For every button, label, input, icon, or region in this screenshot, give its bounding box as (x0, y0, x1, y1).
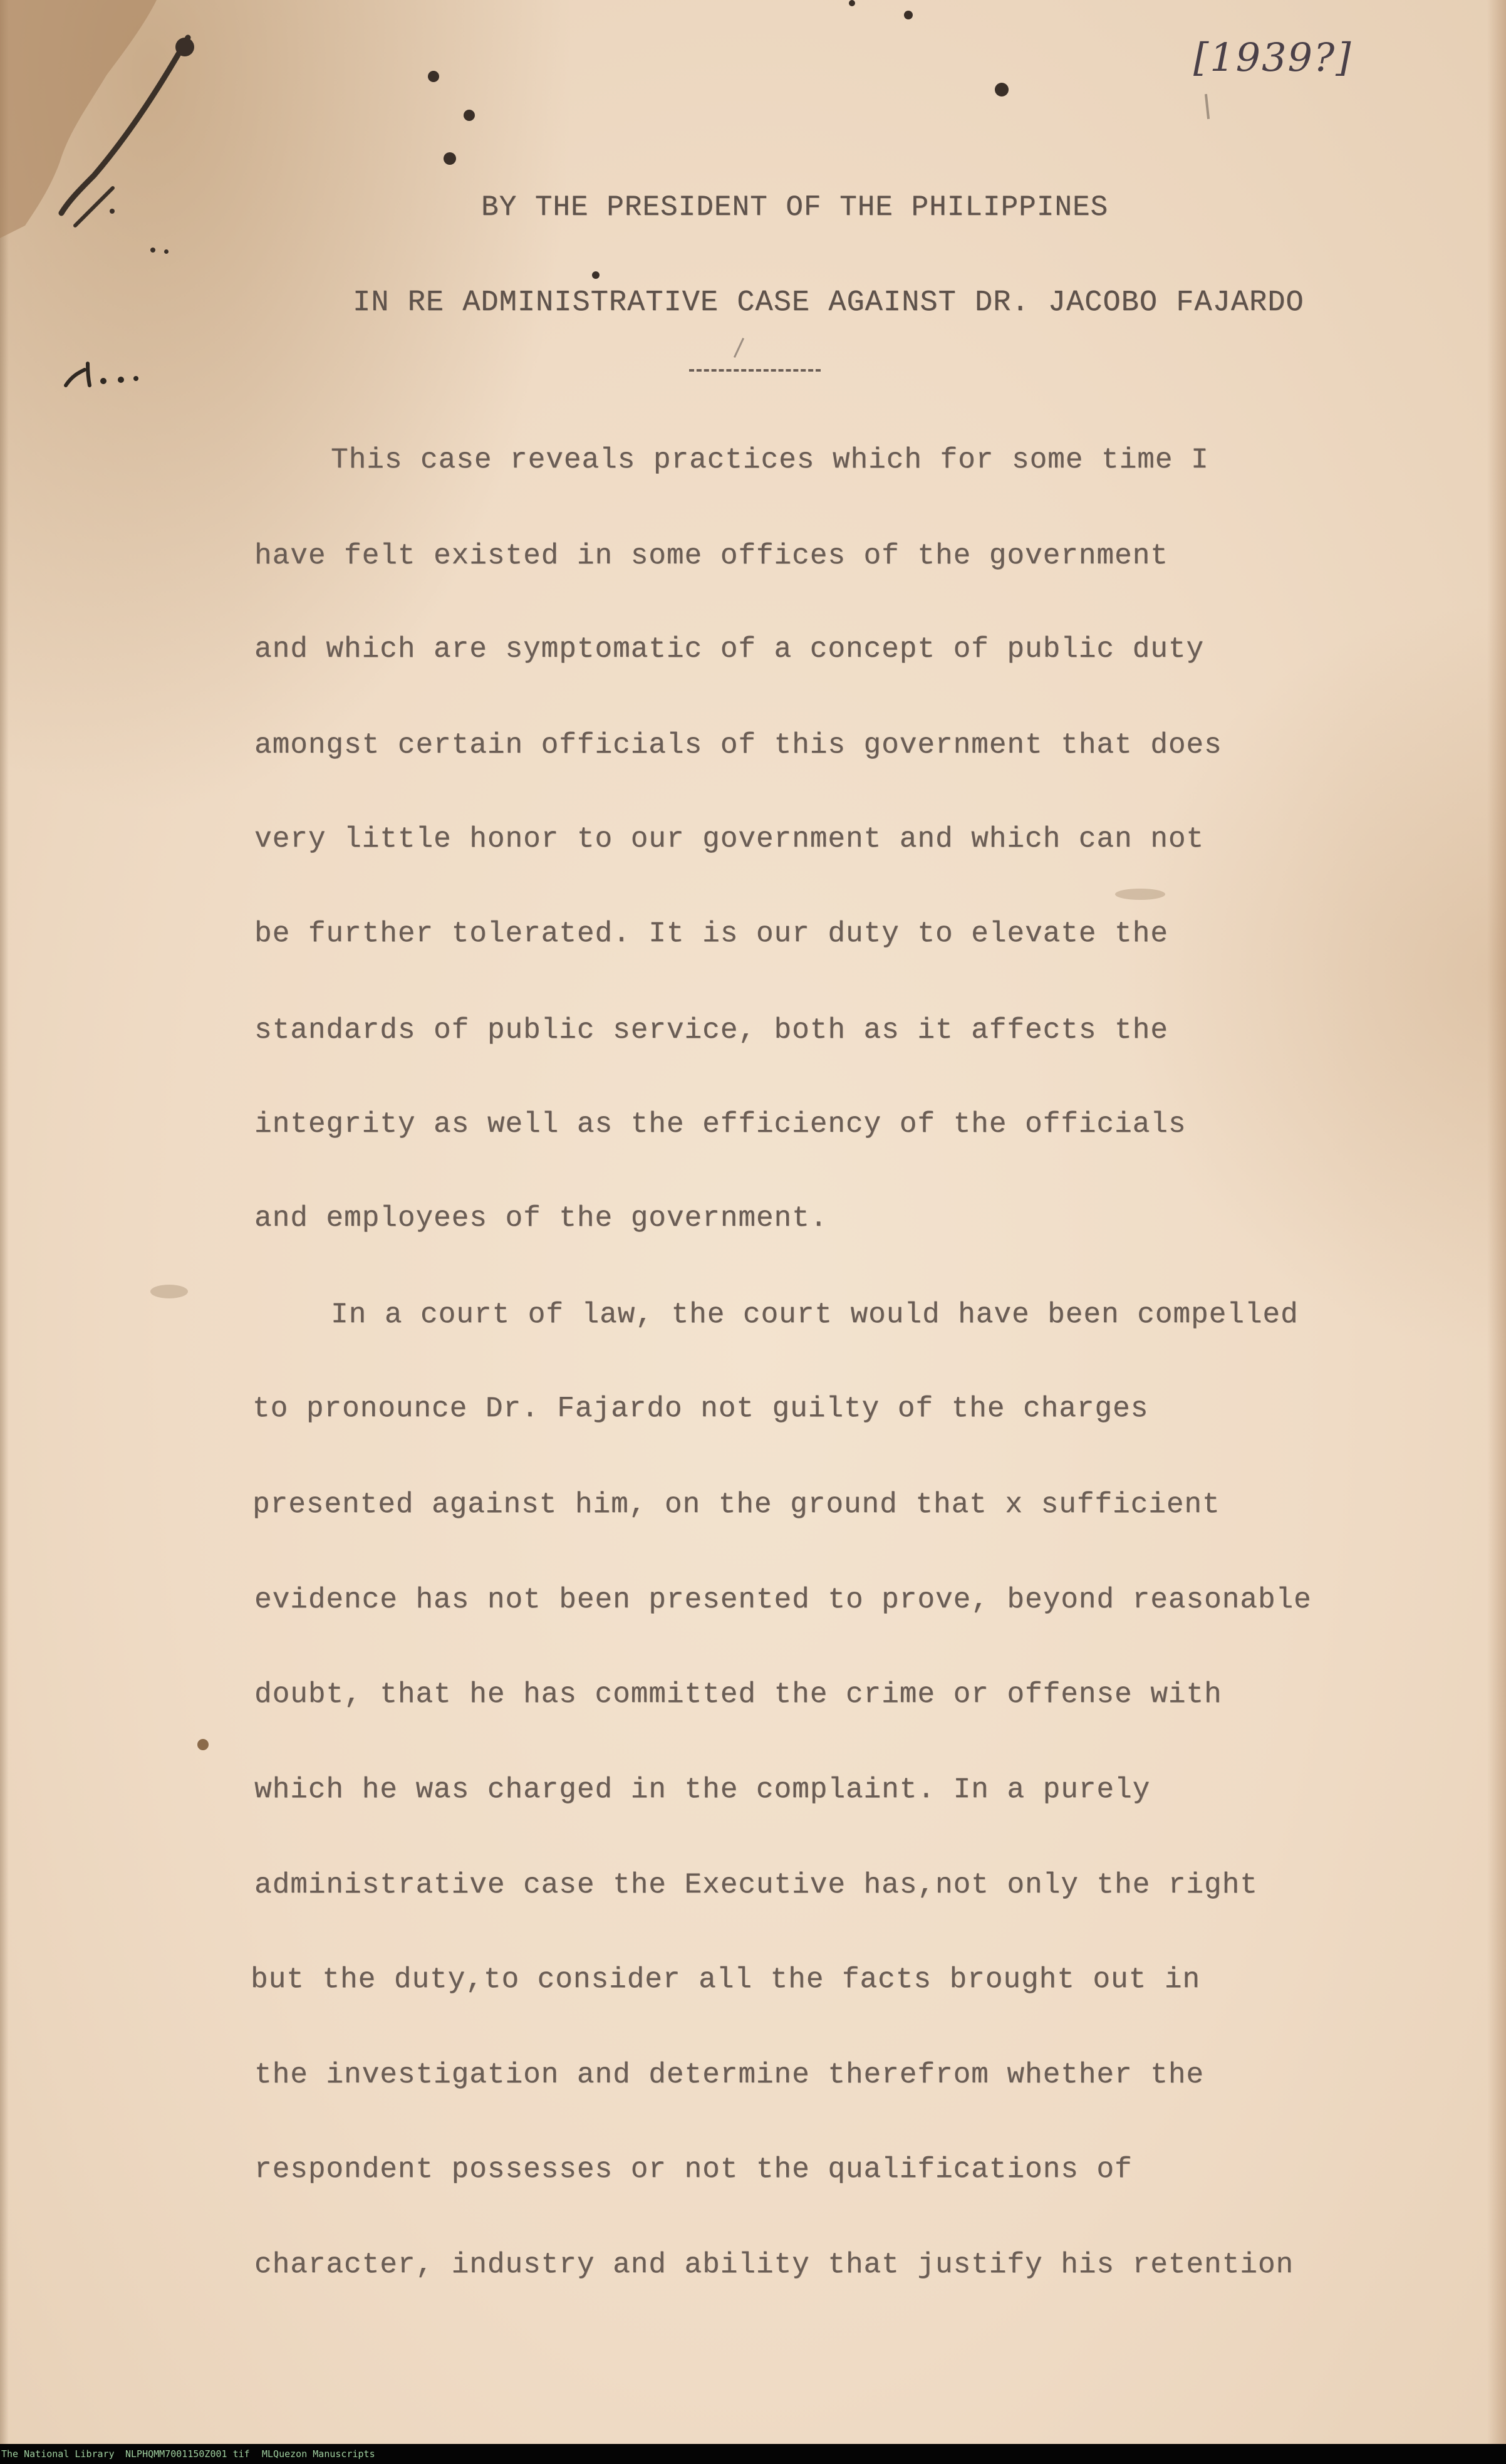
ink-speck (592, 271, 600, 279)
ink-speck (849, 0, 855, 6)
page-edge-right (1487, 0, 1506, 2444)
archive-date-mark: [1939?] (1193, 34, 1353, 80)
body-line: but the duty,to consider all the facts brought out in (251, 1963, 1201, 1996)
body-line: In a court of law, the court would have been compelled (331, 1298, 1299, 1331)
body-line: integrity as well as the efficiency of the officials (254, 1108, 1187, 1141)
footer-collection-label: MLQuezon Manuscripts (262, 2448, 375, 2460)
ink-speck (995, 83, 1009, 97)
ink-scribble (60, 351, 160, 395)
paper-smudge (1115, 889, 1165, 900)
body-line: standards of public service, both as it affects the (254, 1014, 1168, 1047)
body-line: respondent possesses or not the qualifications of (254, 2153, 1133, 2186)
body-line: have felt existed in some offices of the government (254, 540, 1168, 572)
ink-speck (444, 152, 456, 165)
body-line: which he was charged in the complaint. In a purely (254, 1773, 1151, 1806)
body-line: evidence has not been presented to prove, beyond reasonable (254, 1584, 1312, 1616)
body-line: very little honor to our government and which can not (254, 823, 1205, 855)
ink-speck (428, 71, 439, 82)
heading-line-2: IN RE ADMINISTRATIVE CASE AGAINST DR. JACOBO FAJARDO (353, 286, 1304, 320)
ink-speck (175, 38, 194, 56)
heading-divider (689, 369, 821, 372)
body-line: doubt, that he has committed the crime or offense with (254, 1678, 1222, 1711)
body-line: be further tolerated. It is our duty to elevate the (254, 917, 1168, 950)
body-line: administrative case the Executive has,not only the right (254, 1869, 1258, 1901)
body-line: to pronounce Dr. Fajardo not guilty of the charges (252, 1392, 1149, 1425)
pencil-slash-mark (734, 338, 744, 358)
body-line: the investigation and determine therefrom whether the (254, 2059, 1205, 2091)
page-edge-left (0, 0, 9, 2444)
ink-speck (197, 1739, 209, 1750)
ink-speck (904, 11, 913, 19)
body-line: presented against him, on the ground that x sufficient (252, 1488, 1220, 1521)
ink-speck (150, 248, 155, 253)
heading-line-1: BY THE PRESIDENT OF THE PHILIPPINES (481, 191, 1109, 224)
ink-speck (110, 209, 115, 214)
footer-file-id: NLPHQMM7001150Z001 tif (125, 2448, 250, 2460)
body-line: amongst certain officials of this government that does (254, 729, 1222, 761)
ink-speck (164, 249, 169, 254)
body-line: This case reveals practices which for some time I (331, 444, 1209, 476)
ink-speck (464, 110, 475, 121)
paper-smudge (150, 1285, 188, 1298)
body-line: and which are symptomatic of a concept of public duty (254, 633, 1205, 666)
body-line: and employees of the government. (254, 1202, 828, 1235)
torn-corner-stain (0, 0, 207, 238)
body-line: character, industry and ability that justify his retention (254, 2248, 1294, 2281)
footer-library-label: The National Library (1, 2448, 115, 2460)
